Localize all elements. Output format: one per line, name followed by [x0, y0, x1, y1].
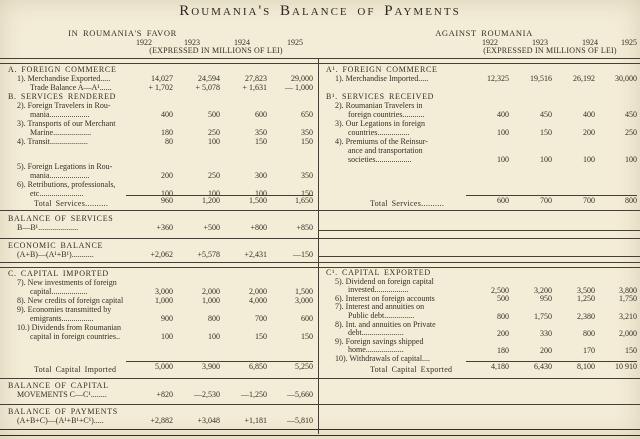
value-cell: 400 — [161, 110, 173, 119]
value-cells — [8, 332, 318, 341]
value-cell: 180 — [161, 128, 173, 137]
value-cell: 600 — [466, 195, 509, 208]
table-row — [326, 278, 640, 295]
table-row — [8, 83, 318, 92]
row-label: 4). Premiums of the Reinsur- — [335, 137, 428, 146]
row-label: 5). Foreign Legations in Rou- — [17, 162, 113, 171]
value-cell: 5,000 — [126, 361, 173, 374]
value-cell: 1,200 — [173, 195, 220, 208]
value-cells — [8, 296, 318, 305]
table-row — [8, 305, 318, 323]
row-label: Trade Balance A—A¹...... — [30, 83, 112, 92]
value-cell: 26,192 — [573, 74, 595, 83]
year-header: 1924 — [234, 38, 250, 47]
value-cell: 150 — [540, 128, 552, 137]
row-label: mania.................... — [30, 110, 90, 119]
value-cell: 1,000 — [155, 296, 173, 305]
value-cell: 2,000 — [249, 287, 267, 296]
value-cell: 800 — [594, 195, 637, 208]
row-label: 1). Merchandise Imported..... — [335, 74, 429, 83]
table-row — [8, 74, 318, 83]
table-row — [8, 296, 318, 305]
value-cell: 400 — [583, 110, 595, 119]
value-cell: 950 — [540, 294, 552, 304]
value-cells — [8, 390, 318, 399]
total-row — [8, 196, 318, 208]
left-balance-of-capital — [0, 381, 318, 399]
row-label: capital in foreign countries.. — [30, 332, 120, 341]
section-heading: ECONOMIC BALANCE — [8, 241, 104, 250]
value-cells — [326, 74, 640, 83]
value-cell: 960 — [126, 195, 173, 208]
value-cell: 24,594 — [198, 74, 220, 83]
value-cell: 3,200 — [534, 285, 552, 295]
table-row — [326, 119, 640, 137]
value-cell: 100 — [161, 189, 173, 198]
row-label: 7). Interest and annuities on — [335, 302, 425, 312]
row-label: capital.................. — [30, 287, 88, 296]
spacer — [326, 164, 640, 199]
value-cell: 3,210 — [619, 311, 637, 321]
year-header: 1925 — [621, 38, 637, 47]
value-cell: 500 — [497, 294, 509, 304]
value-cell: 3,800 — [619, 285, 637, 295]
horizontal-rule — [0, 404, 640, 405]
value-cell: 500 — [208, 110, 220, 119]
total-row — [8, 362, 318, 374]
value-cell: 700 — [255, 314, 267, 323]
section-heading: B¹. SERVICES RECEIVED — [326, 92, 435, 101]
value-cell: 150 — [301, 137, 313, 146]
value-cell: 100 — [497, 155, 509, 164]
table-row — [326, 137, 640, 164]
value-cell: +2,062 — [150, 250, 173, 259]
value-cell: + 1,631 — [242, 83, 267, 92]
left-capital-imported — [0, 269, 318, 374]
table-row — [8, 390, 318, 399]
horizontal-rule — [0, 210, 640, 211]
row-label: 4). Transit................... — [17, 137, 88, 146]
row-label: Public debt............... — [348, 310, 415, 320]
value-cell: 300 — [255, 171, 267, 180]
value-cell: — 1,000 — [285, 83, 313, 92]
row-label: Total Capital Imported — [34, 365, 117, 374]
value-cell: 27,823 — [245, 74, 267, 83]
row-label: 5). Dividend on foreign capital — [335, 276, 434, 286]
value-cell: 2,380 — [577, 311, 595, 321]
value-cell: 12,325 — [487, 74, 509, 83]
right-foreign-commerce-services — [318, 65, 640, 208]
year-header: 1922 — [482, 38, 498, 47]
table-row — [8, 278, 318, 296]
value-cell: 200 — [161, 171, 173, 180]
value-cell: .... — [587, 354, 595, 364]
value-cells — [8, 196, 318, 208]
value-cell: .... — [544, 354, 552, 364]
row-label: societies.................. — [348, 155, 412, 164]
table-row — [8, 137, 318, 146]
right-column-caption: AGAINST ROUMANIA — [435, 28, 533, 38]
value-cell: 600 — [301, 314, 313, 323]
horizontal-rule — [0, 238, 640, 239]
value-cell: 1,000 — [202, 296, 220, 305]
value-cell: +2,882 — [150, 416, 173, 425]
value-cell: 180 — [497, 345, 509, 355]
value-cell: 3,900 — [173, 361, 220, 374]
value-cell: 400 — [497, 110, 509, 119]
value-cell: 10 910 — [594, 361, 637, 374]
value-cell: 450 — [625, 110, 637, 119]
value-cell: 650 — [301, 110, 313, 119]
value-cells — [8, 250, 318, 259]
left-economic-balance — [0, 241, 318, 259]
value-cell: +2,431 — [244, 250, 267, 259]
section-heading: C. CAPITAL IMPORTED — [8, 269, 109, 278]
row-label: (A+B+C)—(A¹+B¹+C¹)..... — [17, 416, 104, 425]
value-cell: +820 — [156, 390, 173, 399]
total-row — [326, 362, 640, 375]
value-cell: .... — [501, 354, 509, 364]
value-cell: 4,180 — [466, 361, 509, 374]
value-cell: 800 — [583, 328, 595, 338]
spacer — [8, 146, 318, 162]
horizontal-rule — [0, 378, 640, 379]
value-cell: 350 — [301, 128, 313, 137]
table-row — [326, 101, 640, 119]
row-label: 6). Interest on foreign accounts — [335, 293, 435, 303]
value-cell: +1,181 — [244, 416, 267, 425]
value-cell: 100 — [161, 332, 173, 341]
row-label: 2). Foreign Travelers in Rou- — [17, 101, 111, 110]
row-label: 7). New investments of foreign — [17, 278, 117, 287]
page-title: Roumania's Balance of Payments — [179, 3, 461, 19]
value-cell: +3,048 — [197, 416, 220, 425]
row-label: 6). Retributions, professionals, — [17, 180, 116, 189]
value-cell: 2,500 — [491, 285, 509, 295]
value-cell: 150 — [301, 332, 313, 341]
horizontal-rule — [0, 429, 640, 436]
value-cells — [326, 110, 640, 119]
value-cell: .... — [629, 354, 637, 364]
value-cell: 1,750 — [619, 294, 637, 304]
left-foreign-commerce-services — [0, 65, 318, 208]
value-cell: 800 — [208, 314, 220, 323]
row-label: 8). Int. and annuities on Private — [335, 319, 436, 329]
value-cell: 1,750 — [534, 311, 552, 321]
value-cell: 8,100 — [552, 361, 595, 374]
row-label: foreign countries........... — [348, 110, 425, 119]
horizontal-rule — [318, 230, 640, 231]
value-cells — [8, 314, 318, 323]
row-label: etc...................... — [30, 189, 84, 198]
value-cell: 250 — [208, 128, 220, 137]
table-row — [8, 250, 318, 259]
value-cells — [8, 362, 318, 374]
value-cell: +360 — [156, 223, 173, 232]
value-cell: 150 — [301, 189, 313, 198]
value-cells — [8, 110, 318, 119]
row-label: 8). New credits of foreign capital — [17, 296, 124, 305]
value-cell: 330 — [540, 328, 552, 338]
value-cell: 30,000 — [615, 74, 637, 83]
value-cell: 700 — [552, 195, 595, 208]
value-cell: 100 — [208, 189, 220, 198]
value-cell: 1,250 — [577, 294, 595, 304]
value-cells — [326, 362, 640, 374]
row-label: 3). Our Legations in foreign — [335, 119, 425, 128]
value-cell: 450 — [540, 110, 552, 119]
row-label: 1). Merchandise Exported..... — [17, 74, 111, 83]
value-cells — [326, 155, 640, 164]
value-cells — [8, 171, 318, 180]
value-cells — [8, 128, 318, 137]
row-label: 10). Withdrawals of capital.... — [335, 353, 431, 363]
row-label: Total Services.......... — [34, 199, 109, 208]
section-heading: A. FOREIGN COMMERCE — [8, 65, 117, 74]
table-row — [326, 74, 640, 83]
row-label: 9). Foreign savings shipped — [335, 336, 424, 346]
row-label: B—B¹.................... — [17, 223, 79, 232]
value-cell: 6,850 — [220, 361, 267, 374]
value-cell: 100 — [255, 189, 267, 198]
row-label: MOVEMENTS C—C¹........ — [17, 390, 107, 399]
value-cell: 250 — [625, 128, 637, 137]
value-cell: 250 — [208, 171, 220, 180]
value-cell: 800 — [497, 311, 509, 321]
section-heading: BALANCE OF CAPITAL — [8, 381, 109, 390]
table-row — [8, 416, 318, 425]
row-label: emigrants................ — [30, 314, 94, 323]
row-label: 9). Economies transmitted by — [17, 305, 112, 314]
value-cells — [8, 287, 318, 296]
value-cells — [8, 74, 318, 83]
value-cell: 6,430 — [509, 361, 552, 374]
value-cells — [326, 128, 640, 137]
value-cell: 100 — [208, 332, 220, 341]
value-cell: 600 — [255, 110, 267, 119]
year-header: 1924 — [582, 38, 598, 47]
value-cells — [8, 416, 318, 425]
value-cells — [8, 83, 318, 92]
left-unit-note: (EXPRESSED IN MILLIONS OF LEI) — [149, 46, 283, 55]
row-label: 3). Transports of our Merchant — [17, 119, 116, 128]
value-cell: 1,650 — [266, 195, 313, 208]
value-cell: 100 — [540, 155, 552, 164]
year-header: 1923 — [532, 38, 548, 47]
row-label: 10.) Dividends from Roumanian — [17, 323, 121, 332]
value-cells — [8, 137, 318, 146]
value-cell: 900 — [161, 314, 173, 323]
value-cell: 19,516 — [530, 74, 552, 83]
value-cell: 170 — [583, 345, 595, 355]
value-cell: 350 — [301, 171, 313, 180]
value-cell: +850 — [296, 223, 313, 232]
left-balance-of-services — [0, 214, 318, 232]
value-cell: +500 — [203, 223, 220, 232]
table-row — [8, 119, 318, 137]
table-row — [326, 321, 640, 338]
value-cell: 14,027 — [151, 74, 173, 83]
value-cell: 5,250 — [266, 361, 313, 374]
value-cell: —5,810 — [287, 416, 313, 425]
value-cell: 3,000 — [155, 287, 173, 296]
value-cell: +5,578 — [197, 250, 220, 259]
table-row — [326, 303, 640, 320]
section-heading: A¹. FOREIGN COMMERCE — [326, 65, 438, 74]
table-row — [8, 162, 318, 180]
value-cell: 3,000 — [295, 296, 313, 305]
table-row — [326, 338, 640, 355]
value-cell: 3,500 — [577, 285, 595, 295]
row-label: invested................. — [348, 285, 409, 295]
section-heading: C¹. CAPITAL EXPORTED — [326, 268, 431, 277]
value-cells — [326, 196, 640, 208]
section-heading: B. SERVICES RENDERED — [8, 92, 117, 101]
value-cell: 1,500 — [220, 195, 267, 208]
total-row — [326, 196, 640, 208]
value-cells — [8, 223, 318, 232]
year-header: 1925 — [287, 38, 303, 47]
horizontal-rule — [0, 262, 640, 268]
table-row — [8, 223, 318, 232]
section-heading: BALANCE OF SERVICES — [8, 214, 114, 223]
row-label: mania.................... — [30, 171, 90, 180]
value-cell: +800 — [250, 223, 267, 232]
horizontal-rule — [0, 58, 640, 64]
spacer — [326, 83, 640, 92]
row-label: ance and transportation — [348, 146, 423, 155]
right-capital-exported — [318, 269, 640, 374]
value-cell: 100 — [625, 155, 637, 164]
value-cell: 150 — [255, 332, 267, 341]
table-row — [8, 323, 318, 341]
value-cell: 29,000 — [291, 74, 313, 83]
value-cell: 100 — [497, 128, 509, 137]
row-label: Total Services.......... — [370, 199, 445, 208]
row-label: debt..................... — [348, 328, 404, 338]
value-cell: 1,500 — [295, 287, 313, 296]
value-cell: 80 — [165, 137, 173, 146]
value-cell: 2,000 — [619, 328, 637, 338]
row-label: home................... — [348, 345, 404, 355]
year-header: 1923 — [184, 38, 200, 47]
value-cell: —5,660 — [287, 390, 313, 399]
horizontal-rule — [318, 256, 640, 257]
value-cell: + 5,078 — [195, 83, 220, 92]
value-cell: 200 — [583, 128, 595, 137]
value-cell: 100 — [583, 155, 595, 164]
row-label: Marine................... — [30, 128, 92, 137]
value-cell: —1,250 — [241, 390, 267, 399]
row-label: (A+B)—(A¹+B¹)........... — [17, 250, 94, 259]
value-cell: 150 — [255, 137, 267, 146]
right-unit-note: (EXPRESSED IN MILLIONS OF LEI) — [483, 46, 617, 55]
value-cell: + 1,702 — [148, 83, 173, 92]
row-label: 2). Roumanian Travelers in — [335, 101, 423, 110]
value-cell: 2,000 — [202, 287, 220, 296]
value-cell: 4,000 — [249, 296, 267, 305]
left-balance-of-payments — [0, 407, 318, 425]
value-cell: 150 — [625, 345, 637, 355]
value-cell: 200 — [497, 328, 509, 338]
row-label: Total Capital Exported — [370, 364, 453, 374]
value-cell: —2,530 — [194, 390, 220, 399]
left-column-caption: IN ROUMANIA'S FAVOR — [68, 28, 177, 38]
table-row — [8, 101, 318, 119]
value-cell: 200 — [540, 345, 552, 355]
value-cell: 700 — [509, 195, 552, 208]
row-label: countries................ — [348, 128, 410, 137]
year-header: 1922 — [136, 38, 152, 47]
section-heading: BALANCE OF PAYMENTS — [8, 407, 118, 416]
value-cell: 100 — [208, 137, 220, 146]
value-cell: —150 — [293, 250, 313, 259]
value-cell: 350 — [255, 128, 267, 137]
